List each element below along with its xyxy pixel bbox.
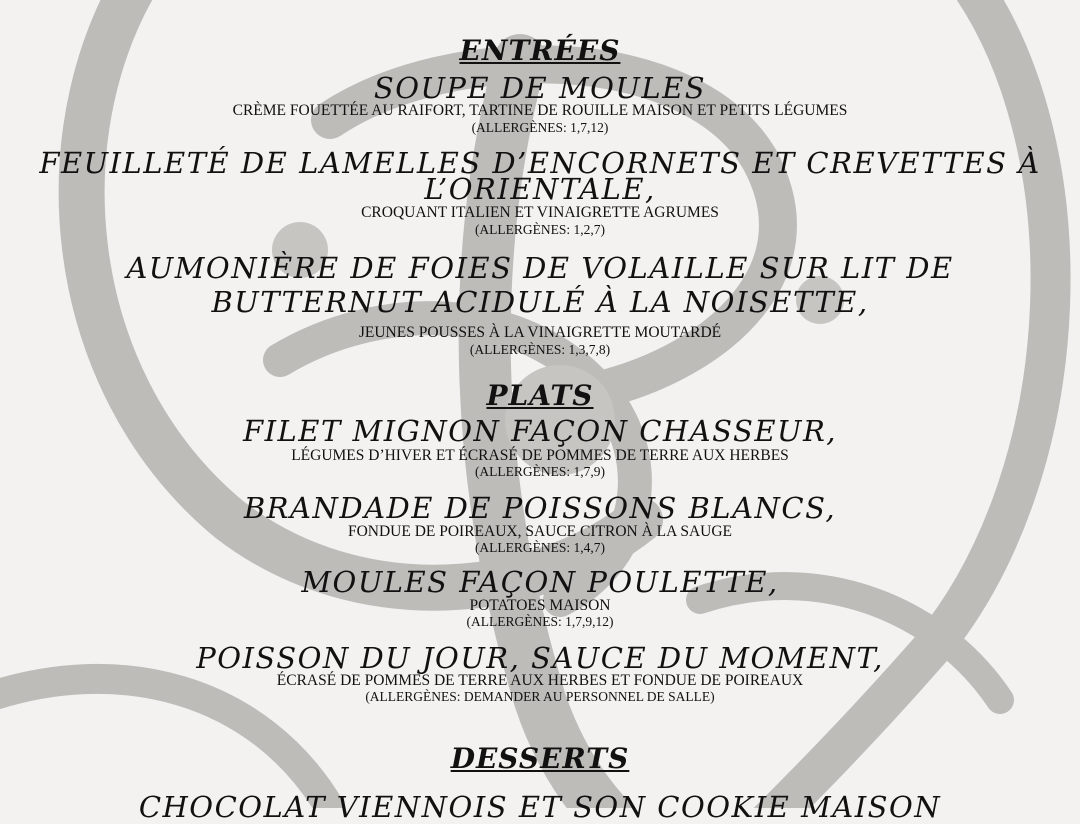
dish-allergens: (ALLERGÈNES: 1,3,7,8) [469,342,611,357]
dish-description: CRÈME FOUETTÉE AU RAIFORT, TARTINE DE ROUILLE MAISON ET PETITS LÉGUMES [232,102,848,119]
dish-name: MOULES FAÇON POULETTE, [301,565,779,599]
dish-allergens: (ALLERGÈNES: 1,7,9) [474,464,606,479]
dish-description: FONDUE DE POIREAUX, SAUCE CITRON À LA SAUGE [347,523,733,540]
dish-allergens: (ALLERGÈNES: 1,4,7) [474,540,606,555]
dish-description: LÉGUMES D’HIVER ET ÉCRASÉ DE POMMES DE TERRE AUX HERBES [291,447,789,464]
dish-name: POISSON DU JOUR, SAUCE DU MOMENT, [196,641,884,675]
dish-name: FILET MIGNON FAÇON CHASSEUR, [242,414,838,448]
dish-description: JEUNES POUSSES À LA VINAIGRETTE MOUTARDÉ [358,324,722,341]
dish-name: SOUPE DE MOULES [373,71,707,105]
dish-name-line: FEUILLETÉ DE LAMELLES D’ENCORNETS ET CREVETTES À [39,146,1041,180]
dish-allergens: (ALLERGÈNES: 1,7,9,12) [466,614,614,629]
dish-description: ÉCRASÉ DE POMMES DE TERRE AUX HERBES ET FONDUE DE POIREAUX [276,672,804,689]
dish-name-line: L’ORIENTALE, [424,172,656,206]
dish-allergens: (ALLERGÈNES: 1,7,12) [471,120,609,135]
section-title-desserts: DESSERTS [450,742,630,775]
dish-name-line: BUTTERNUT ACIDULÉ À LA NOISETTE, [211,285,869,319]
dish-description: POTATOES MAISON [469,597,611,614]
section-title-plats: PLATS [486,379,594,412]
dish-name-line: AUMONIÈRE DE FOIES DE VOLAILLE SUR LIT DE [126,251,954,285]
dish-name: BRANDADE DE POISSONS BLANCS, [243,491,837,525]
section-title-entrees: ENTRÉES [459,34,621,67]
dish-name: CHOCOLAT VIENNOIS ET SON COOKIE MAISON [138,790,942,824]
dish-allergens: (ALLERGÈNES: DEMANDER AU PERSONNEL DE SALLE) [365,689,715,704]
dish-description: CROQUANT ITALIEN ET VINAIGRETTE AGRUMES [361,204,719,221]
dish-allergens: (ALLERGÈNES: 1,2,7) [474,222,606,237]
